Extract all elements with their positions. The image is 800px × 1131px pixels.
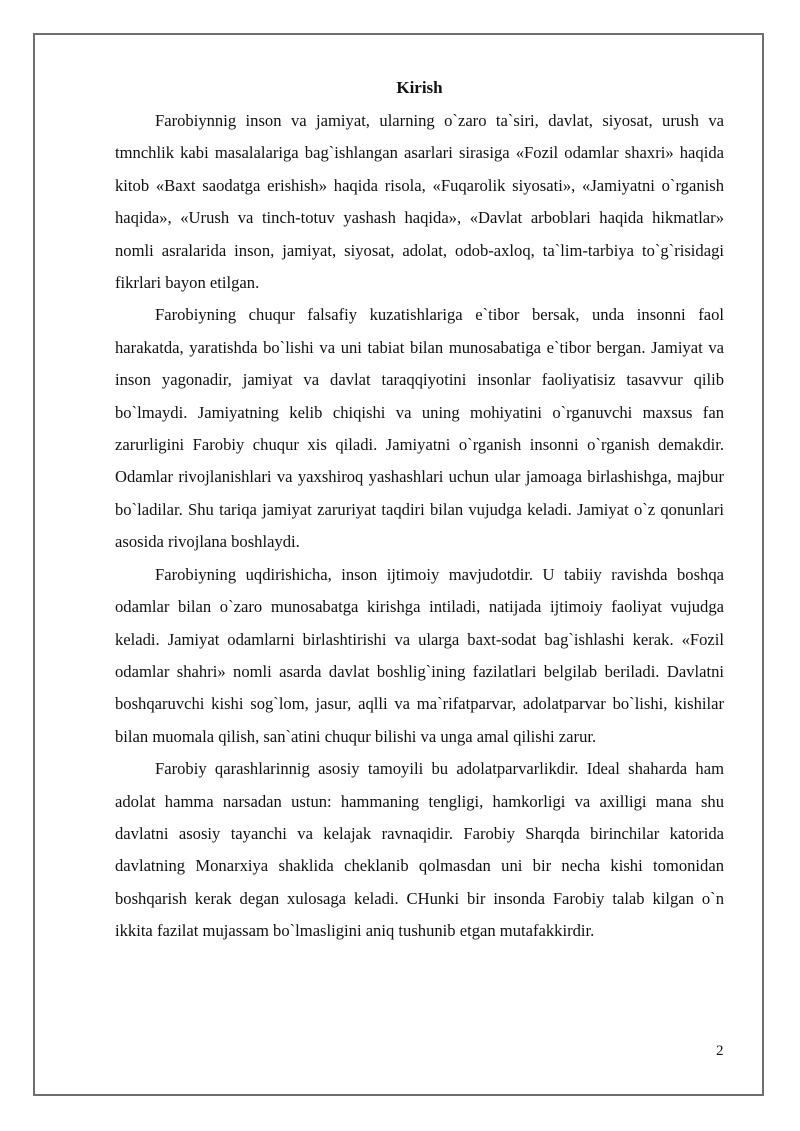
paragraph-2: Farobiyning chuqur falsafiy kuzatishlariga e`tibor bersak, unda insonni faol harakatda, yaratishda bo`lishi va uni tabiat bilan munosabatiga e`tibor bergan. Jamiyat va inson yagonadir, jamiyat va davlat taraqqiyotini insonlar faoliyatisiz tasavvur qilib bo`lmaydi. Jamiyatning kelib chiqishi va uning mohiyatini o`rganuvchi maxsus fan zarurligini Farobiy chuqur xis qiladi. Jamiyatni o`rganish insonni o`rganish demakdir. Odamlar rivojlanishlari va yaxshiroq yashashlari uchun ular jamoaga birlashishga, majbur bo`ladilar. Shu tariqa jamiyat zaruriyat taqdiri bilan vujudga keladi. Jamiyat o`z qonunlari asosida rivojlana boshlaydi. <box>115 305 724 552</box>
document-body <box>115 73 724 948</box>
paragraph-4: Farobiy qarashlarinnig asosiy tamoyili bu adolatparvarlikdir. Ideal shaharda ham adolat hamma narsadan ustun: hammaning tengligi, hamkorligi va axilligi mana shu davlatni asosiy tayanchi va kelajak ravnaqidir. Farobiy Sharqda birinchilar katorida davlatning Monarxiya shaklida cheklanib qolmasdan uni bir necha kishi tomonidan boshqarish kerak degan xulosaga keladi. CHunki bir insonda Farobiy talab kilgan o`n ikkita fazilat mujassam bo`lmasligini aniq tushunib etgan mutafakkirdir. <box>115 759 724 941</box>
paragraph-3: Farobiyning uqdirishicha, inson ijtimoiy mavjudotdir. U tabiiy ravishda boshqa odamlar bilan o`zaro munosabatga kirishga intiladi, natijada ijtimoiy faoliyat vujudga keladi. Jamiyat odamlarni birlashtirishi va ularga baxt-sodat bag`ishlashi kerak. «Fozil odamlar shahri» nomli asarda davlat boshlig`ining fazilatlari belgilab beriladi. Davlatni boshqaruvchi kishi sog`lom, jasur, aqlli va ma`rifatparvar, adolatparvar bo`lishi, kishilar bilan muomala qilish, san`atini chuqur bilishi va unga amal qilishi zarur. <box>115 564 724 746</box>
document-title: Kirish <box>396 78 443 97</box>
paragraph-1: Farobiynnig inson va jamiyat, ularning o`zaro ta`siri, davlat, siyosat, urush va tmnchlik kabi masalalariga bag`ishlangan asarlari sirasiga «Fozil odamlar shaxri» haqida kitob «Baxt saodatga erishish» haqida risola, «Fuqarolik siyosati», «Jamiyatni o`rganish haqida», «Urush va tinch-totuv yashash haqida», «Davlat arboblari haqida hikmatlar» nomli asralarida inson, jamiyat, siyosat, adolat, odob-axloq, ta`lim-tarbiya to`g`risidagi fikrlari bayon etilgan. <box>115 111 724 293</box>
page-number: 2 <box>716 1043 724 1059</box>
